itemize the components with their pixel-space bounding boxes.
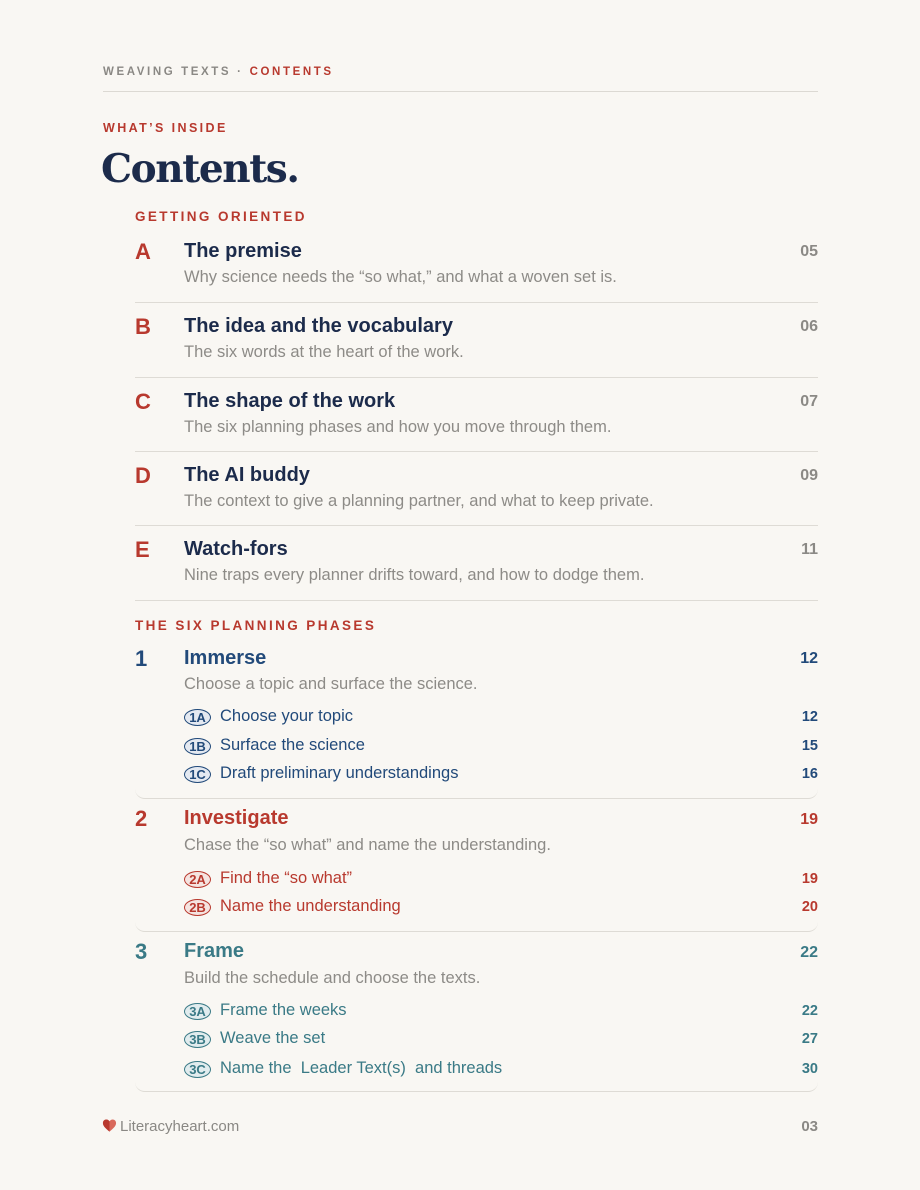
phase-number: 2 [135,806,148,831]
subsection-label: Draft preliminary understandings [220,764,459,782]
subsection-code-badge: 1A [184,709,211,726]
heart-icon [102,1118,117,1137]
subsection-code-badge: 2A [184,871,211,888]
subsection-page-number: 30 [801,1061,818,1077]
section-label-planning-phases: THE SIX PLANNING PHASES [135,618,377,633]
subsection-page-number: 16 [801,766,818,782]
footer-page-number: 03 [801,1118,818,1135]
subsection-code-badge: 3B [184,1031,211,1048]
subsection-code-badge: 1C [184,766,211,783]
phase-page-number: 12 [800,650,818,667]
subsection-3a[interactable] [184,1001,818,1023]
subsection-page-number: 12 [801,709,818,725]
subsection-label: Name the understanding [220,897,401,915]
toc-entry-a[interactable] [135,239,818,303]
entry-title: The shape of the work [184,390,396,412]
entry-page-number: 07 [800,393,818,410]
subsection-2a[interactable] [184,869,818,891]
subsection-page-number: 20 [801,899,818,915]
subsection-code-badge: 3A [184,1003,211,1020]
entry-description: Why science needs the “so what,” and what a woven set is. [184,268,617,286]
eyebrow: WHAT’S INSIDE [103,121,228,135]
running-head-separator: · [237,66,244,78]
subsection-label: Name the Leader Text(s) and threads [220,1059,503,1077]
subsection-2b[interactable] [184,897,818,919]
header-divider [103,91,818,92]
entry-title: Watch-fors [184,538,288,560]
running-head [103,66,334,78]
footer-brand[interactable] [102,1118,239,1137]
subsection-1a[interactable] [184,707,818,729]
entry-letter: A [135,239,151,264]
page-title: Contents. [101,146,299,192]
running-head-section: CONTENTS [249,66,334,78]
entry-title: The idea and the vocabulary [184,315,453,337]
phase-page-number: 22 [800,944,818,961]
toc-getting-oriented [135,239,818,601]
entry-description: The six words at the heart of the work. [184,343,464,361]
subsection-1b[interactable] [184,736,818,758]
phase-page-number: 19 [800,811,818,828]
phase-description: Build the schedule and choose the texts. [184,969,481,987]
phase-title: Immerse [184,647,267,669]
series-name: WEAVING TEXTS [103,66,232,78]
subsection-label: Find the “so what” [220,869,353,887]
subsection-label: Frame the weeks [220,1001,347,1019]
section-label-getting-oriented: GETTING ORIENTED [135,209,307,224]
entry-description: The context to give a planning partner, and what to keep private. [184,492,654,510]
entry-letter: E [135,537,150,562]
phase-title: Investigate [184,807,289,829]
toc-entry-c[interactable] [135,378,818,452]
subsection-label: Choose your topic [220,707,353,725]
subsection-code-badge: 3C [184,1061,211,1078]
subsection-label: Surface the science [220,736,365,754]
toc-entry-b[interactable] [135,303,818,378]
phase-title: Frame [184,940,245,962]
phase-number: 3 [135,939,148,964]
entry-title: The AI buddy [184,464,310,486]
subsection-label: Weave the set [220,1029,326,1047]
subsection-page-number: 15 [801,738,818,754]
subsection-page-number: 27 [801,1031,818,1047]
phase-frame[interactable] [135,932,818,1092]
subsection-1c[interactable] [184,764,818,786]
phase-number: 1 [135,646,148,671]
phase-description: Chase the “so what” and name the understanding. [184,836,551,854]
subsection-code-badge: 1B [184,738,211,755]
toc-entry-d[interactable] [135,452,818,526]
subsection-3c[interactable] [184,1059,818,1081]
entry-letter: C [135,389,151,414]
subsection-page-number: 19 [801,871,818,887]
entry-title: The premise [184,240,302,262]
entry-page-number: 06 [800,318,818,335]
toc-entry-e[interactable] [135,526,818,601]
entry-description: The six planning phases and how you move through them. [184,418,612,436]
toc-planning-phases [135,646,818,1092]
phase-investigate[interactable] [135,799,818,932]
entry-page-number: 11 [801,541,818,558]
entry-letter: B [135,314,151,339]
entry-description: Nine traps every planner drifts toward, and how to dodge them. [184,566,645,584]
phase-immerse[interactable] [135,646,818,799]
entry-page-number: 09 [800,467,818,484]
entry-page-number: 05 [800,243,818,260]
entry-letter: D [135,463,151,488]
footer-brand-text: Literacyheart.com [120,1118,240,1135]
subsection-page-number: 22 [801,1003,818,1019]
phase-description: Choose a topic and surface the science. [184,675,478,693]
subsection-code-badge: 2B [184,899,211,916]
subsection-3b[interactable] [184,1029,818,1051]
